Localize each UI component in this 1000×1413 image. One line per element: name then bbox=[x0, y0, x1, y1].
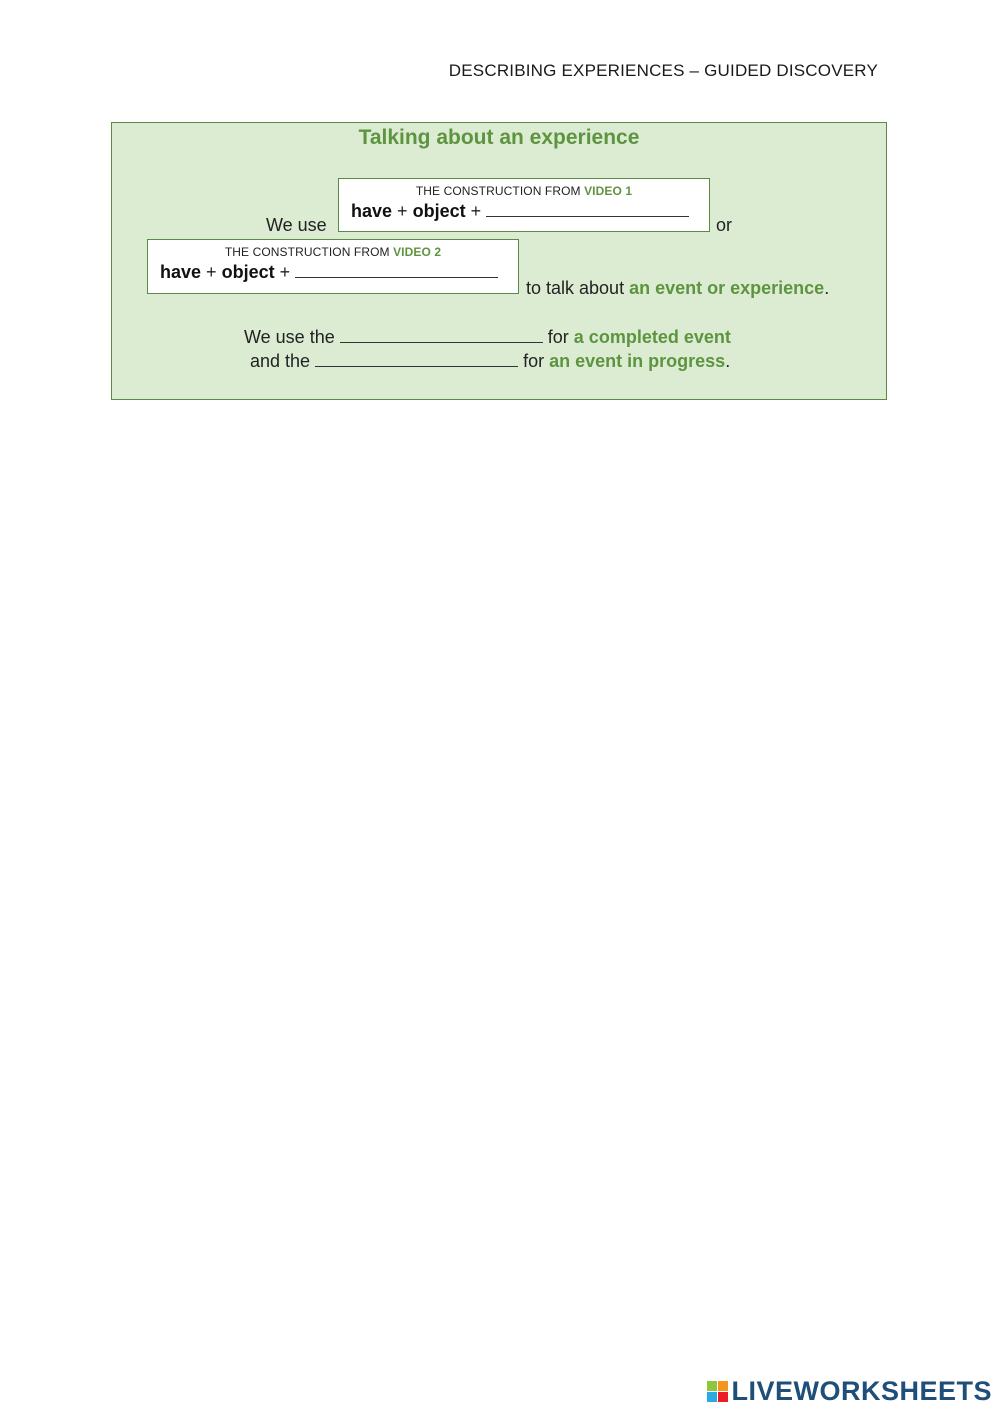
logo-mark-cell bbox=[718, 1392, 728, 1402]
logo-mark-cell bbox=[707, 1392, 717, 1402]
answer-input-completed[interactable] bbox=[350, 328, 553, 348]
construction-box-video2 bbox=[147, 239, 519, 294]
talk-about-line: to talk about an event or experience. bbox=[526, 278, 830, 298]
or-label: or bbox=[716, 215, 733, 235]
construction-box-video1 bbox=[338, 178, 710, 232]
answer-input-in-progress[interactable] bbox=[322, 352, 525, 372]
formula-video1: have + object + bbox=[351, 201, 689, 222]
construction-caption-video1: THE CONSTRUCTION FROM VIDEO 1 bbox=[415, 184, 633, 198]
experience-panel bbox=[111, 122, 887, 400]
liveworksheets-logo bbox=[707, 1376, 992, 1407]
completed-event-line: We use the for a completed event bbox=[244, 327, 731, 347]
answer-input-video2[interactable] bbox=[302, 264, 505, 284]
logo-mark-icon bbox=[707, 1381, 728, 1402]
logo-mark-cell bbox=[718, 1381, 728, 1391]
page-header: DESCRIBING EXPERIENCES – GUIDED DISCOVERY bbox=[448, 61, 878, 80]
answer-input-video1[interactable] bbox=[493, 203, 696, 223]
logo-text: LIVEWORKSHEETS bbox=[731, 1376, 992, 1406]
formula-video2: have + object + bbox=[160, 262, 498, 283]
panel-title: Talking about an experience bbox=[358, 126, 640, 149]
in-progress-line: and the for an event in progress. bbox=[250, 351, 731, 371]
we-use-label: We use bbox=[266, 215, 327, 235]
construction-caption-video2: THE CONSTRUCTION FROM VIDEO 2 bbox=[224, 245, 442, 259]
logo-mark-cell bbox=[707, 1381, 717, 1391]
